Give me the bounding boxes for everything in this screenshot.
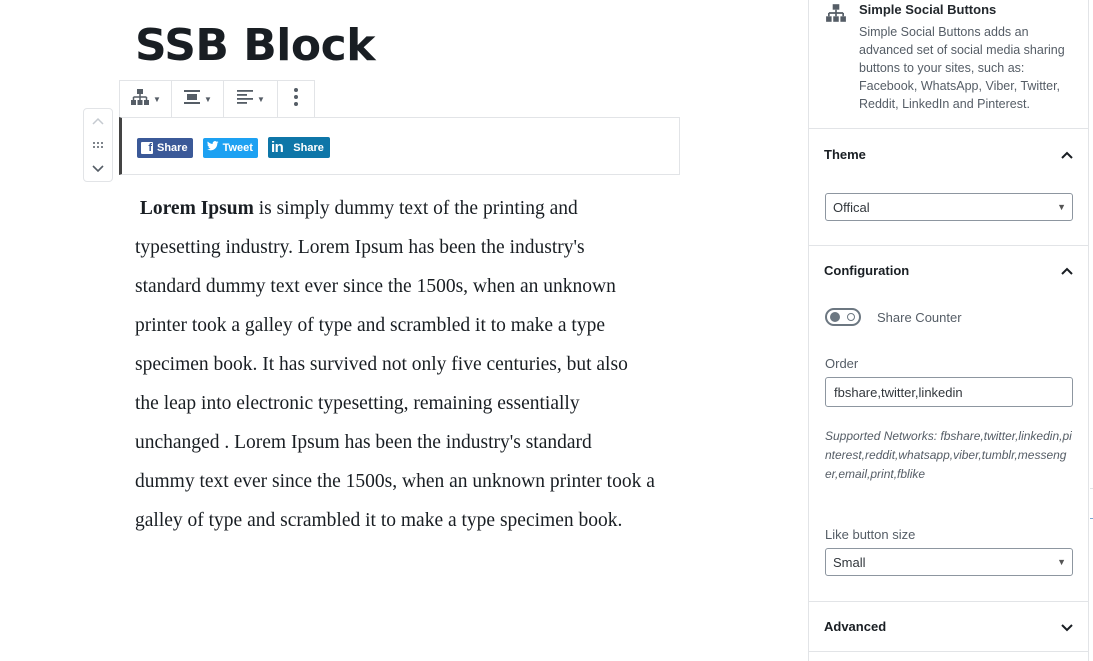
settings-sidebar	[808, 0, 1089, 661]
theme-panel	[809, 129, 1088, 246]
block-type-button[interactable]	[120, 81, 172, 117]
sitemap-icon	[825, 3, 847, 28]
vertical-ellipsis-icon	[293, 87, 299, 112]
caret-down-icon: ▼	[1057, 202, 1066, 212]
block-card	[809, 0, 1088, 129]
facebook-icon: f	[141, 142, 153, 154]
supported-networks-help: Supported Networks: fbshare,twitter,linkedin,pinterest,reddit,whatsapp,viber,tumblr,messenger,email,print,fblike	[825, 429, 1072, 481]
toggle-off-indicator	[847, 313, 855, 321]
order-label: Order	[825, 356, 859, 371]
order-input[interactable]: fbshare,twitter,linkedin	[825, 377, 1073, 407]
text-align-button[interactable]	[224, 81, 278, 117]
chevron-down-icon	[92, 165, 104, 173]
theme-panel-title[interactable]: Theme	[824, 147, 866, 162]
caret-down-icon: ▼	[153, 94, 161, 104]
theme-select-value: Offical	[833, 200, 870, 215]
chevron-up-icon	[92, 117, 104, 125]
drag-dots-icon	[93, 142, 103, 148]
move-down-button[interactable]	[84, 157, 112, 181]
like-size-select[interactable]	[825, 548, 1073, 576]
block-card-title: Simple Social Buttons	[859, 2, 997, 17]
share-counter-toggle[interactable]	[825, 308, 861, 326]
caret-down-icon: ▼	[1057, 557, 1066, 567]
sitemap-icon	[130, 88, 150, 111]
block-mover	[83, 108, 113, 182]
caret-down-icon: ▼	[257, 94, 265, 104]
facebook-share-label: Share	[157, 141, 188, 154]
advanced-panel	[809, 602, 1088, 652]
post-title[interactable]: SSB Block	[135, 20, 375, 71]
drag-handle[interactable]	[84, 133, 112, 157]
share-counter-label: Share Counter	[877, 310, 962, 325]
twitter-icon	[207, 141, 219, 154]
chevron-down-icon[interactable]	[1060, 620, 1074, 638]
twitter-tweet-label: Tweet	[222, 141, 253, 154]
theme-select[interactable]	[825, 193, 1073, 221]
align-center-icon	[183, 89, 201, 110]
paragraph-block[interactable]	[135, 189, 655, 540]
align-left-icon	[236, 89, 254, 110]
more-options-button[interactable]	[278, 81, 314, 117]
share-buttons-row	[137, 137, 340, 158]
linkedin-icon: in	[270, 139, 284, 156]
paragraph-lead: Lorem Ipsum	[139, 198, 254, 219]
like-size-select-value: Small	[833, 555, 866, 570]
chevron-up-icon[interactable]	[1060, 263, 1074, 281]
toggle-knob	[830, 312, 840, 322]
linkedin-share-button[interactable]	[268, 137, 330, 158]
facebook-share-button[interactable]	[137, 138, 193, 158]
twitter-tweet-button[interactable]	[203, 138, 258, 158]
paragraph-text: is simply dummy text of the printing and typesetting industry. Lorem Ipsum has been the industry's standard dummy text ever since the 1500s, when an unknown printer took a galley of type and scrambled it to make a type specimen book. It has survived not only five centuries, but also the leap into electronic typesetting, remaining essentially unchanged . Lorem Ipsum has been the industry's standard dummy text ever since the 1500s, when an unknown printer took a galley of type and scrambled it to make a type specimen book.	[135, 198, 655, 531]
block-toolbar	[119, 80, 315, 118]
ssb-block[interactable]	[119, 117, 680, 175]
linkedin-share-label: Share	[293, 141, 324, 154]
block-align-button[interactable]	[172, 81, 224, 117]
block-card-description: Simple Social Buttons adds an advanced set of social media sharing buttons to your sites, such as: Facebook, WhatsApp, Viber, Twitter, Reddit, LinkedIn and Pinterest.	[859, 25, 1065, 111]
move-up-button[interactable]	[84, 109, 112, 133]
advanced-panel-title[interactable]: Advanced	[824, 619, 887, 634]
like-size-label: Like button size	[825, 527, 916, 542]
configuration-panel-title[interactable]: Configuration	[824, 263, 910, 278]
caret-down-icon: ▼	[204, 94, 212, 104]
chevron-up-icon[interactable]	[1060, 147, 1074, 165]
